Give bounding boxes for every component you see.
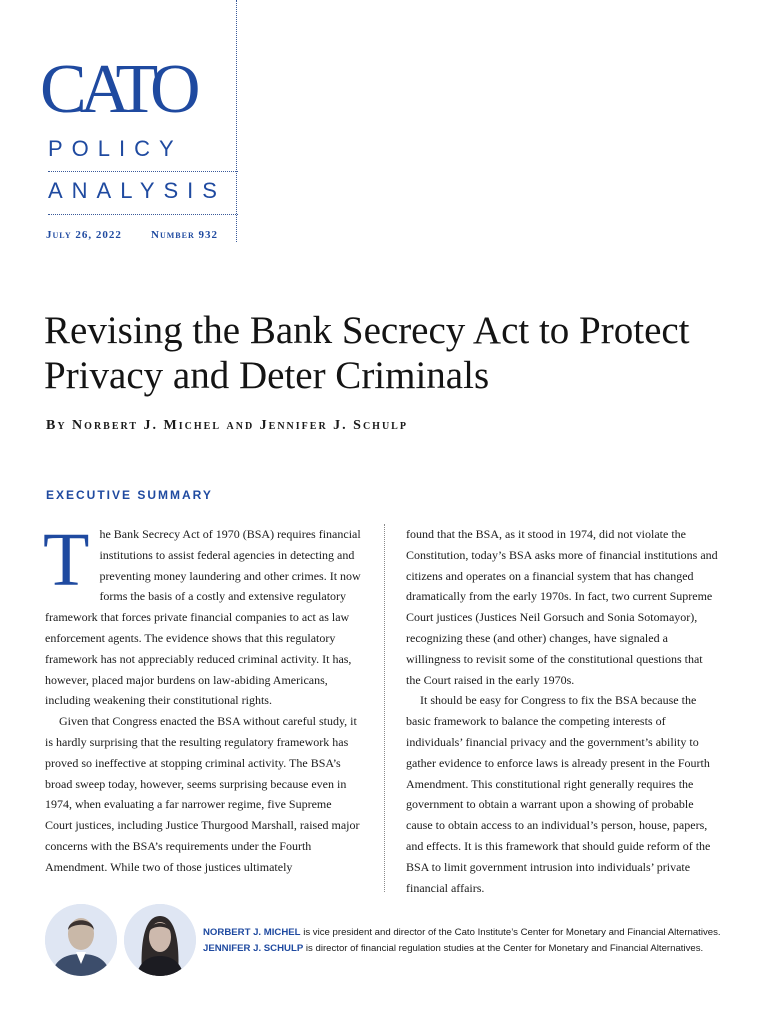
author-bio [203, 941, 733, 957]
author-bio [203, 925, 733, 941]
author-photo-michel [45, 904, 117, 976]
section-heading: EXECUTIVE SUMMARY [46, 488, 213, 502]
author-bios [203, 925, 733, 957]
author-name: JENNIFER J. SCHULP [203, 943, 304, 954]
column-divider [384, 524, 385, 892]
paragraph-text: he Bank Secrecy Act of 1970 (BSA) requires financial institutions to assist federal agencies in detecting and preventing money laundering and other crimes. It now forms the basis of a costly and extensive regulatory framework that forces private financial companies to act as law enforcement agents. The evidence shows that this regulatory framework has not appreciably reduced criminal activity. It has, however, placed major burdens on law-abiding Americans, including weakening their constitutional rights. [45, 527, 361, 708]
header-divider [48, 171, 238, 172]
author-photo-schulp [124, 904, 196, 976]
drop-cap: T [43, 518, 90, 602]
body-column-right [406, 524, 718, 898]
header-vertical-rule [236, 0, 237, 242]
cato-logo: CATO [40, 51, 194, 128]
header-divider [48, 214, 238, 215]
series-label-policy: POLICY [48, 136, 183, 161]
body-column-left [43, 518, 361, 878]
paragraph: Given that Congress enacted the BSA without careful study, it is hardly surprising that the resulting regulatory framework has proved so ineffective at stopping criminal activity. The BSA’s broad sweep today, however, seems surprising because even in 1974, when evaluating a far narrower regime, five Supreme Court justices, including Justice Thurgood Marshall, raised major concerns with the BSA’s requirements under the Fourth Amendment. While two of those justices ultimately [45, 714, 360, 874]
paragraph: It should be easy for Congress to fix the BSA because the basic framework to balance the competing interests of individuals’ financial privacy and the government’s ability to gather evidence to enforce laws is already present in the Fourth Amendment. This constitutional right generally requires the government to obtain a warrant upon a showing of probable cause to obtain access to an individual’s person, house, papers, and effects. It is this framework that should guide reform of the BSA to limit government intrusion into individuals’ private financial affairs. [406, 693, 711, 895]
paragraph [43, 518, 361, 711]
author-bio-text: is vice president and director of the Cato Institute’s Center for Monetary and Financial Alternatives. [300, 927, 721, 938]
byline: By Norbert J. Michel and Jennifer J. Schulp [46, 418, 408, 433]
series-label-analysis: ANALYSIS [48, 178, 226, 203]
publication-number: Number 932 [151, 229, 218, 241]
author-bio-text: is director of financial regulation studies at the Center for Monetary and Financial Alternatives. [303, 943, 704, 954]
author-name: NORBERT J. MICHEL [203, 927, 301, 938]
paragraph: found that the BSA, as it stood in 1974, did not violate the Constitution, today’s BSA asks more of financial institutions and citizens and operates on a financial system that has changed dramatically from the early 1970s. In fact, two current Supreme Court justices (Justices Neil Gorsuch and Sonia Sotomayor), recognizing these (and other) changes, have signaled a willingness to revisit some of the constitutional questions that the Court raised in the early 1970s. [406, 527, 718, 687]
paper-title: Revising the Bank Secrecy Act to Protect Privacy and Deter Criminals [44, 309, 690, 397]
publication-date: July 26, 2022 [46, 229, 122, 241]
